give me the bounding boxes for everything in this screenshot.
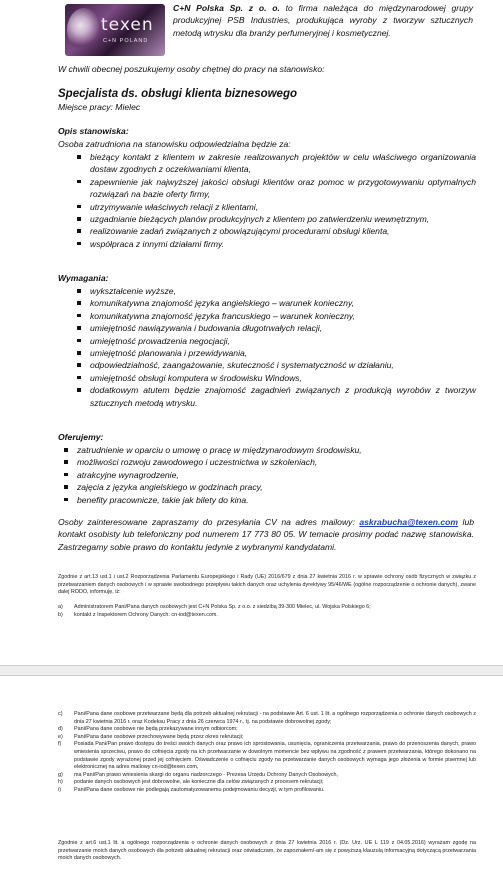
offer-item: zajęcia z języka angielskiego w godzinach pracy, bbox=[63, 481, 473, 493]
requirement-item: wykształcenie wyższe, bbox=[76, 285, 476, 297]
company-name: C+N Polska Sp. z o. o. bbox=[173, 3, 280, 13]
rodo-clause-letter: b) bbox=[58, 611, 63, 618]
company-description: to firma należąca do międzynarodowej grupy produkcyjnej PSB Industries, produkująca wyroby z tworzyw sztucznych metodą wtrysku dla branży perfumeryjnej i kosmetycznej. bbox=[173, 3, 473, 38]
workplace: Miejsce pracy: Mielec bbox=[58, 102, 141, 112]
description-list bbox=[76, 151, 476, 250]
logo-subtitle: C+N POLAND bbox=[103, 38, 149, 44]
company-intro bbox=[173, 2, 473, 39]
seeking-line: W chwili obecnej poszukujemy osoby chętnej do pracy na stanowisko: bbox=[58, 64, 325, 74]
rodo-clause-letter: f) bbox=[58, 741, 62, 748]
rodo-clause-text: ma Pani/Pan prawo wniesienia skargi do organu nadzorczego - Prezesa Urzędu Ochrony Danych Osobowych, bbox=[74, 771, 338, 778]
rodo-clause-text: kontakt z Inspektorem Ochrony Danych: cn-iod@texen.com. bbox=[74, 611, 218, 618]
rodo-clause-letter: e) bbox=[58, 733, 63, 740]
rodo-clause bbox=[58, 779, 476, 787]
rodo-clause-letter: g) bbox=[58, 771, 63, 778]
rodo-clause-text: podanie danych osobowych jest dobrowolne, ale konieczne dla celów związanych z procesem rekrutacji; bbox=[74, 779, 324, 786]
description-item: bieżący kontakt z klientem w zakresie realizowanych projektów w celu właściwego organizowania dostaw zgodnych z oczekiwaniami klienta, bbox=[76, 151, 476, 176]
requirement-item: umiejętność prowadzenia negocjacji, bbox=[76, 335, 476, 347]
requirement-item: umiejętność planowania i przewidywania, bbox=[76, 347, 476, 359]
rodo-clause-text: Pani/Pana dane osobowe nie podlegają zautomatyzowanemu podejmowaniu decyzji, w tym profilowaniu. bbox=[74, 786, 325, 793]
logo-wordmark: texen bbox=[101, 15, 154, 35]
rodo-clause bbox=[58, 734, 476, 742]
requirement-item: dodatkowym atutem będzie znajomość zagadnień związanych z produkcją wyrobów z tworzyw sztucznych metodą wtrysku. bbox=[76, 384, 476, 409]
description-item: realizowanie zadań związanych z obowiązującymi procedurami obsługi klienta, bbox=[76, 225, 476, 237]
rodo-clause bbox=[58, 612, 476, 620]
description-item: zapewnienie jak najwyższej jakości obsługi klientów oraz pomoc w przygotowywaniu optymalnych rozwiązań na bazie oferty firmy, bbox=[76, 176, 476, 201]
requirement-item: umiejętność obsługi komputera w środowisku Windows, bbox=[76, 372, 476, 384]
contact-paragraph bbox=[58, 516, 474, 553]
rodo-clause bbox=[58, 772, 476, 780]
offer-item: zatrudnienie w oparciu o umowę o pracę w międzynarodowym środowisku, bbox=[63, 444, 473, 456]
requirement-item: umiejętność nawiązywania i budowania długotrwałych relacji, bbox=[76, 322, 476, 334]
offer-item: benefity pracownicze, takie jak bilety do kina. bbox=[63, 494, 473, 506]
rodo-clause bbox=[58, 726, 476, 734]
rodo-consent: Zgodnie z art.6 ust.1 lit. a ogólnego rozporządzenia o ochronie danych osobowych z dnia 27 kwietnia 2016 r. (Dz. Urz. UE L 119 z 04.05.2016) wyrażam zgodę na przetwarzanie moich danych osobowych dla potrzeb aktualnej rekrutacji oraz oświadczam, że zapoznałem/-am się z powyższą klauzulą informacyjną dotyczącą przetwarzania moich danych osobowych. bbox=[58, 840, 476, 862]
texen-logo bbox=[65, 4, 165, 56]
description-item: utrzymywanie właściwych relacji z klientami, bbox=[76, 201, 476, 213]
rodo-clauses-page1 bbox=[58, 604, 476, 619]
requirement-item: komunikatywna znajomość języka francuskiego – warunek konieczny, bbox=[76, 310, 476, 322]
rodo-clause-text: Administratorem Pani/Pana danych osobowych jest C+N Polska Sp. z o.o. z siedzibą 39-300 Mielec, ul. Wojska Polskiego 6; bbox=[74, 604, 371, 610]
rodo-clause-text: Posiada Pani/Pan prawo dostępu do treści swoich danych oraz prawo ich sprostowania, usunięcia, ograniczenia przetwarzania, prawo do przenoszenia danych, prawo wniesienia sprzeciwu, prawo do cofnięcia zgody na ich przetwarzanie w dowolnym momencie bez wpływu na zgodność z prawem przetwarzania, którego dokonano na podstawie zgody wyrażonej przed jej cofnięciem. Oświadczenie o cofnięciu zgody na przetwarzanie danych osobowych wymaga jego złożenia w formie pisemnej lub elektronicznej na adres mailowy cn-iod@texen.com, bbox=[74, 741, 476, 771]
rodo-clauses-page2 bbox=[58, 711, 476, 795]
page-break bbox=[0, 665, 503, 676]
rodo-intro: Zgodnie z art.13 ust.1 i ust.2 Rozporządzenia Parlamentu Europejskiego i Rady (UE) 2016/679 z dnia 27 kwietnia 2016 r. w sprawie ochrony osób fizycznych w związku z przetwarzaniem danych osobowych i w sprawie swobodnego przepływu takich danych oraz uchylenia dyrektywy 95/46/WE (ogólne rozporządzenie o ochronie danych), zwane dalej RODO, informuję, iż: bbox=[58, 574, 476, 596]
description-item: uzgadnianie bieżących planów produkcyjnych z klientem po zatwierdzeniu wewnętrznym, bbox=[76, 213, 476, 225]
rodo-clause bbox=[58, 604, 476, 612]
offer-heading: Oferujemy: bbox=[58, 432, 104, 442]
offer-item: atrakcyjne wynagrodzenie, bbox=[63, 469, 473, 481]
job-title: Specjalista ds. obsługi klienta biznesowego bbox=[58, 88, 298, 100]
rodo-clause-letter: a) bbox=[58, 604, 63, 610]
rodo-clause bbox=[58, 787, 476, 795]
offer-list bbox=[63, 444, 473, 506]
offer-item: możliwości rozwoju zawodowego i uczestnictwa w szkoleniach, bbox=[63, 456, 473, 468]
rodo-clause-letter: i) bbox=[58, 786, 61, 793]
description-heading: Opis stanowiska: bbox=[58, 126, 129, 136]
contact-details: lub kontakt osobisty lub telefoniczny pod numerem 17 773 80 05. W temacie prosimy podać nazwę stanowiska. Zastrzegamy sobie prawo do kontaktu jedynie z wybranymi kandydatami. bbox=[58, 517, 475, 552]
description-lead: Osoba zatrudniona na stanowisku odpowiedzialna będzie za: bbox=[58, 139, 291, 149]
rodo-clause-letter: h) bbox=[58, 779, 63, 786]
rodo-clause bbox=[58, 711, 476, 726]
rodo-clause-text: Pani/Pana dane osobowe nie będą przekazywane innym odbiorcom; bbox=[74, 726, 238, 733]
requirements-list bbox=[76, 285, 476, 409]
contact-intro: Osoby zainteresowane zapraszamy do przesyłania CV na adres mailowy: bbox=[58, 517, 360, 527]
rodo-clause bbox=[58, 741, 476, 771]
logo-swirl-graphic bbox=[67, 8, 101, 52]
requirement-item: odpowiedzialność, zaangażowanie, skuteczność i systematyczność w działaniu, bbox=[76, 359, 476, 371]
rodo-clause-letter: d) bbox=[58, 726, 63, 733]
contact-email-link[interactable]: askrabucha@texen.com bbox=[359, 517, 459, 527]
requirement-item: komunikatywna znajomość języka angielskiego – warunek konieczny, bbox=[76, 297, 476, 309]
rodo-clause-text: Pani/Pana dane osobowe przechowywane będą przez okres rekrutacji; bbox=[74, 733, 244, 740]
rodo-clause-text: Pani/Pana dane osobowe przetwarzane będą dla potrzeb aktualnej rekrutacji - na podstawie Art. 6 ust. 1 lit. a ogólnego rozporządzenia o ochronie danych osobowych z dnia 27 kwietnia 2016 r. oraz Kodeksu Pracy z dnia 26 czerwca 1974 r., tj. na podstawie dobrowolnej zgody; bbox=[74, 711, 476, 725]
rodo-clause-letter: c) bbox=[58, 711, 63, 717]
description-item: współpraca z innymi działami firmy. bbox=[76, 238, 476, 250]
requirements-heading: Wymagania: bbox=[58, 273, 109, 283]
